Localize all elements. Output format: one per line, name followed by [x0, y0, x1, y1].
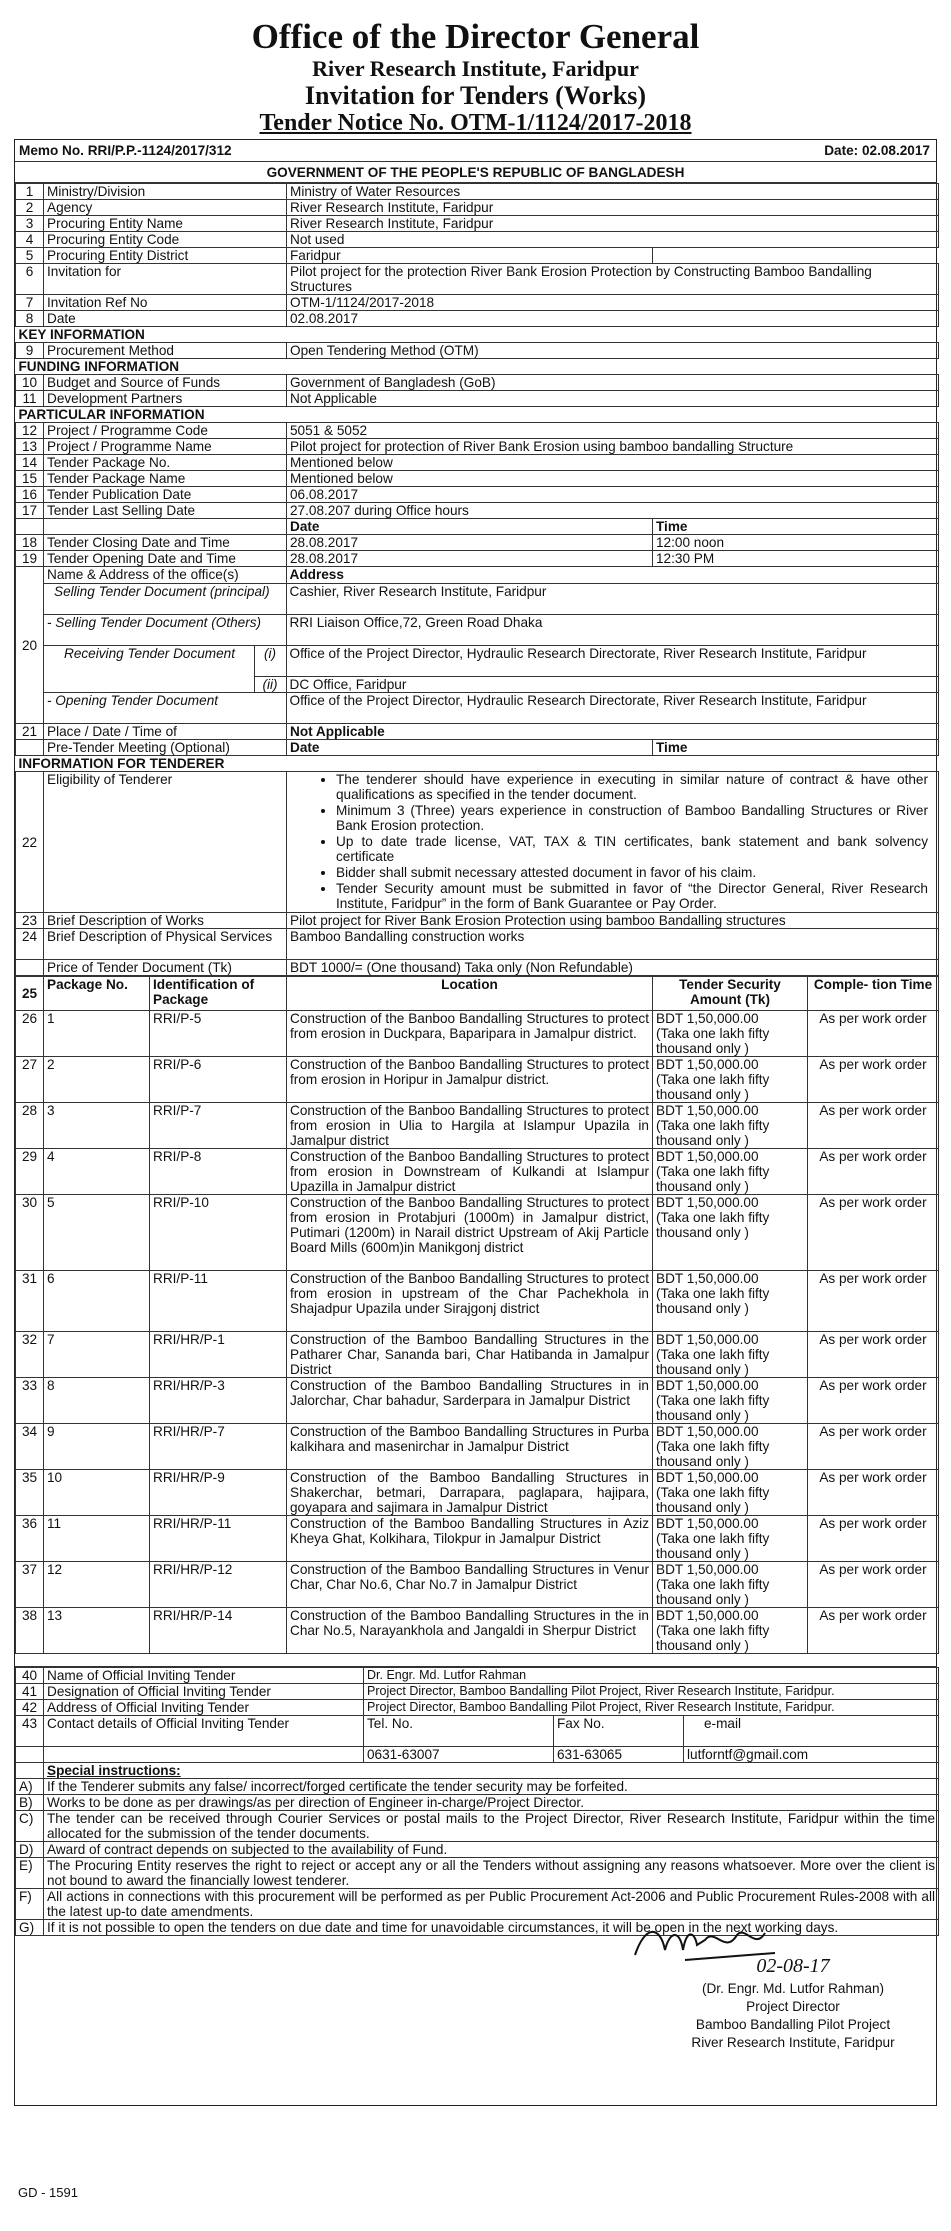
contact-values: [16, 1747, 939, 1763]
row-no: 14: [16, 455, 44, 471]
row-no: 9: [16, 343, 44, 359]
row-label: Project / Programme Name: [44, 439, 287, 455]
info-row: [16, 487, 939, 503]
package-location: Construction of the Banboo Bandalling Structures to protect from erosion in Ulia to Hargila at Islampur Upazila in Jamalpur district: [287, 1103, 653, 1149]
info-row: [16, 311, 939, 327]
row-value: Mentioned below: [287, 471, 939, 487]
row-value: Not Applicable: [287, 724, 939, 740]
official-table: [15, 1667, 939, 1936]
info-row: [16, 740, 939, 756]
row-no: 23: [16, 913, 44, 929]
info-row: [16, 471, 939, 487]
completion-time: As per work order: [808, 1057, 939, 1103]
package-id: RRI/P-10: [150, 1195, 287, 1271]
row-no: 27: [16, 1057, 44, 1103]
package-no: 7: [44, 1332, 150, 1378]
row-label: Eligibility of Tenderer: [44, 772, 287, 913]
package-id: RRI/HR/P-3: [150, 1378, 287, 1424]
special-instruction: E) The Procuring Entity reserves the right to reject or accept any or all the Tenders without assigning any reasons whatsoever. More over the client is not bound to award the financially lowest tenderer.: [16, 1858, 939, 1889]
row-no: 18: [16, 535, 44, 551]
row-no: 28: [16, 1103, 44, 1149]
package-row: [16, 1332, 939, 1378]
row-value: BDT 1000/= (One thousand) Taka only (Non Refundable): [287, 960, 939, 976]
receiving-ii-value: DC Office, Faridpur: [286, 676, 938, 692]
row-no: 35: [16, 1470, 44, 1516]
row-label: Ministry/Division: [44, 184, 287, 200]
package-id: RRI/P-5: [150, 1011, 287, 1057]
special-title-row: Special instructions:: [16, 1763, 939, 1779]
package-no: 3: [44, 1103, 150, 1149]
package-location: Construction of the Banboo Bandalling Structures to protect from erosion in upstream of the Char Pachekhola in Shajadpur Upazila under Sirajgonj district: [287, 1271, 653, 1332]
package-location: Construction of the Bamboo Bandalling Structures in in Jalorchar, Char bahadur, Sarderpara in Jamalpur District: [287, 1378, 653, 1424]
completion-time: As per work order: [808, 1103, 939, 1149]
row-no: 29: [16, 1149, 44, 1195]
row-no: 3: [16, 216, 44, 232]
tender-security: BDT 1,50,000.00 (Taka one lakh fifty thousand only ): [653, 1378, 808, 1424]
row-no: 36: [16, 1516, 44, 1562]
package-row: [16, 1271, 939, 1332]
row-value: 27.08.207 during Office hours: [287, 503, 939, 519]
fax-header: Fax No.: [554, 1716, 684, 1747]
package-location: Construction of the Banboo Bandalling Structures to protect from erosion in Horipur in Jamalpur district.: [287, 1057, 653, 1103]
completion-time: As per work order: [808, 1271, 939, 1332]
row-no: 22: [16, 772, 44, 913]
receiving-ii: (ii): [254, 676, 286, 692]
row-label: Place / Date / Time of: [44, 724, 287, 740]
row-label: Procuring Entity Name: [44, 216, 287, 232]
tender-security: BDT 1,50,000.00 (Taka one lakh fifty thousand only ): [653, 1608, 808, 1654]
row-label: Procuring Entity Code: [44, 232, 287, 248]
package-id: RRI/HR/P-7: [150, 1424, 287, 1470]
receiving-i: (i): [254, 645, 286, 676]
info-row: [16, 375, 939, 391]
signatory-name: (Dr. Engr. Md. Lutfor Rahman): [701, 1981, 885, 1996]
package-no: 6: [44, 1271, 150, 1332]
signatory-project: Bamboo Bandalling Pilot Project: [695, 2017, 891, 2032]
receiving-i-value: Office of the Project Director, Hydraulic Research Directorate, River Research Institute, Faridpur: [286, 645, 938, 676]
package-row: [16, 1057, 939, 1103]
info-row: [16, 724, 939, 740]
row-no: 1: [16, 184, 44, 200]
opening-value: Office of the Project Director, Hydraulic Research Directorate, River Research Institute, Faridpur: [286, 692, 938, 723]
row-label: Brief Description of Works: [44, 913, 287, 929]
row-value: 02.08.2017: [287, 311, 939, 327]
completion-time: As per work order: [808, 1608, 939, 1654]
date-time-header: [16, 519, 939, 535]
row-value: Pilot project for River Bank Erosion Protection using bamboo Bandalling structures: [287, 913, 939, 929]
package-no: 1: [44, 1011, 150, 1057]
package-id: RRI/HR/P-12: [150, 1562, 287, 1608]
meeting-time-header: Time: [653, 740, 939, 756]
tender-security: BDT 1,50,000.00 (Taka one lakh fifty thousand only ): [653, 1424, 808, 1470]
row-label: Date: [44, 311, 287, 327]
address-header: Address: [286, 567, 938, 583]
info-row: [16, 535, 939, 551]
row-no: 30: [16, 1195, 44, 1271]
section-particular: PARTICULAR INFORMATION: [16, 407, 939, 423]
info-row: [16, 200, 939, 216]
selling-others-value: RRI Liaison Office,72, Green Road Dhaka: [286, 614, 938, 645]
row-label: Procurement Method: [44, 343, 287, 359]
row-value: Not Applicable: [287, 391, 939, 407]
package-id: RRI/P-8: [150, 1149, 287, 1195]
row-label: Tender Last Selling Date: [44, 503, 287, 519]
package-location: Construction of the Bamboo Bandalling Structures in Purba kalkihara and masenirchar in Jamalpur District: [287, 1424, 653, 1470]
special-instruction: A) If the Tenderer submits any false/ incorrect/forged certificate the tender security may be forfeited.: [16, 1779, 939, 1795]
row-value: Government of Bangladesh (GoB): [287, 375, 939, 391]
package-location: Construction of the Banboo Bandalling Structures to protect from erosion in Protabjuri (1000m) in Jamalpur district, Putimari (1200m) in Narail district Upstream of Akij Particle Board Mills (600m)in Manikgonj district: [287, 1195, 653, 1271]
eligibility-item: • Tender Security amount must be submitted in favor of “the Director General, River Research Institute, Faridpur” in the form of Bank Guarantee or Pay Order.: [336, 881, 928, 911]
special-instruction: G) If it is not possible to open the tenders on due date and time for unavoidable circumstances, it will be open in the next working days.: [16, 1920, 939, 1936]
package-id: RRI/HR/P-11: [150, 1516, 287, 1562]
date-header: Date: [287, 519, 653, 535]
official-row: 42 Address of Official Inviting Tender Project Director, Bamboo Bandalling Pilot Project, River Research Institute, Faridpur.: [16, 1700, 939, 1716]
row-no: 32: [16, 1332, 44, 1378]
signatory-org: River Research Institute, Faridpur: [691, 2035, 895, 2050]
row-no: 34: [16, 1424, 44, 1470]
info-row: [16, 439, 939, 455]
special-instruction: C) The tender can be received through Courier Services or postal mails to the Project Director, River Research Institute, Faridpur within the time allocated for the submission of the tender documents.: [16, 1811, 939, 1842]
info-row: [16, 232, 939, 248]
completion-time: As per work order: [808, 1562, 939, 1608]
selling-others-label: - Selling Tender Document (Others): [44, 614, 286, 645]
row-label: Development Partners: [44, 391, 287, 407]
info-row: [16, 455, 939, 471]
tender-security: BDT 1,50,000.00 (Taka one lakh fifty thousand only ): [653, 1103, 808, 1149]
row-time: 12:00 noon: [653, 535, 939, 551]
completion-time: As per work order: [808, 1516, 939, 1562]
package-header: 25 Package No. Identification of Package Location Tender Security Amount (Tk) Comple- tion Time: [16, 977, 939, 1011]
row-label: Brief Description of Physical Services: [44, 929, 287, 960]
row-label: Tender Package No.: [44, 455, 287, 471]
tel-value: 0631-63007: [364, 1747, 554, 1763]
row-no: 17: [16, 503, 44, 519]
info-row: [16, 216, 939, 232]
row-value: River Research Institute, Faridpur: [287, 216, 939, 232]
package-no: 8: [44, 1378, 150, 1424]
header: [0, 18, 951, 137]
opening-label: - Opening Tender Document: [44, 692, 286, 723]
section-key-info: KEY INFORMATION: [16, 327, 939, 343]
section-tenderer-info: INFORMATION FOR TENDERER: [16, 756, 939, 772]
special-instruction: D) Award of contract depends on subjected to the availability of Fund.: [16, 1842, 939, 1858]
package-row: [16, 1011, 939, 1057]
tender-security: BDT 1,50,000.00 (Taka one lakh fifty thousand only ): [653, 1470, 808, 1516]
row-label: Pre-Tender Meeting (Optional): [44, 740, 287, 756]
completion-time: As per work order: [808, 1470, 939, 1516]
package-row: [16, 1195, 939, 1271]
package-location: Construction of the Banboo Bandalling Structures to protect from erosion in Downstream of Kulkandi at Islampur Upazilla in Jamalpur district: [287, 1149, 653, 1195]
row-date: 28.08.2017: [287, 551, 653, 567]
info-table: [15, 183, 939, 976]
row-value: Bamboo Bandalling construction works: [287, 929, 939, 960]
tender-security: BDT 1,50,000.00 (Taka one lakh fifty thousand only ): [653, 1562, 808, 1608]
official-row: 41 Designation of Official Inviting Tender Project Director, Bamboo Bandalling Pilot Project, River Research Institute, Faridpur.: [16, 1684, 939, 1700]
info-row: [16, 391, 939, 407]
gov-title: GOVERNMENT OF THE PEOPLE'S REPUBLIC OF BANGLADESH: [15, 162, 936, 183]
email-header: e-mail: [684, 1716, 939, 1747]
tender-security: BDT 1,50,000.00 (Taka one lakh fifty thousand only ): [653, 1332, 808, 1378]
row-date: 28.08.2017: [287, 535, 653, 551]
row-no: 24: [16, 929, 44, 960]
row-no: 37: [16, 1562, 44, 1608]
package-row: [16, 1516, 939, 1562]
row-no: 13: [16, 439, 44, 455]
tender-security: BDT 1,50,000.00 (Taka one lakh fifty thousand only ): [653, 1011, 808, 1057]
row-no: 8: [16, 311, 44, 327]
package-no: 10: [44, 1470, 150, 1516]
eligibility-item: • Up to date trade license, VAT, TAX & TIN certificates, bank statement and bank solvency certificate: [336, 834, 928, 864]
selling-principal-value: Cashier, River Research Institute, Faridpur: [286, 583, 938, 614]
package-row: [16, 1562, 939, 1608]
section-funding: FUNDING INFORMATION: [16, 359, 939, 375]
row-value: OTM-1/1124/2017-2018: [287, 295, 939, 311]
tender-security: BDT 1,50,000.00 (Taka one lakh fifty thousand only ): [653, 1271, 808, 1332]
row-no: 11: [16, 391, 44, 407]
tender-security: BDT 1,50,000.00 (Taka one lakh fifty thousand only ): [653, 1516, 808, 1562]
spacer: [15, 1654, 936, 1667]
package-location: Construction of the Bamboo Bandalling Structures in the Patharer Char, Sananda bari, Char Hatibanda in Jamalpur District: [287, 1332, 653, 1378]
time-header: Time: [653, 519, 939, 535]
tel-header: Tel. No.: [364, 1716, 554, 1747]
tender-document: [14, 139, 937, 2106]
contact-row: 43 Contact details of Official Inviting Tender Tel. No. Fax No. e-mail: [16, 1716, 939, 1747]
package-table: [15, 976, 939, 1654]
info-row: [16, 295, 939, 311]
row-value: Pilot project for the protection River Bank Erosion Protection by Constructing Bamboo Bandalling Structures: [287, 264, 939, 295]
package-id: RRI/P-7: [150, 1103, 287, 1149]
row-value: Ministry of Water Resources: [287, 184, 939, 200]
row-no: 31: [16, 1271, 44, 1332]
row-label: Tender Publication Date: [44, 487, 287, 503]
package-location: Construction of the Bamboo Bandalling Structures in Venur Char, Char No.6, Char No.7 in Jamalpur District: [287, 1562, 653, 1608]
row-label: Procuring Entity District: [44, 248, 287, 264]
row-no: 26: [16, 1011, 44, 1057]
row-value: River Research Institute, Faridpur: [287, 200, 939, 216]
memo-date: Date: 02.08.2017: [824, 143, 930, 158]
package-row: [16, 1470, 939, 1516]
row-no: 4: [16, 232, 44, 248]
info-row: [16, 423, 939, 439]
row-value: Faridpur: [287, 248, 653, 264]
signatory-title: Project Director: [746, 1999, 840, 2014]
eligibility-item: • Bidder shall submit necessary attested document in favor of his claim.: [336, 865, 928, 880]
row-value: Not used: [287, 232, 939, 248]
info-row: [16, 184, 939, 200]
package-no: 9: [44, 1424, 150, 1470]
completion-time: As per work order: [808, 1011, 939, 1057]
package-row: [16, 1103, 939, 1149]
row-no: 2: [16, 200, 44, 216]
info-row: [16, 343, 939, 359]
email-value: lutforntf@gmail.com: [684, 1747, 939, 1763]
meeting-date-header: Date: [287, 740, 653, 756]
special-instruction: B) Works to be done as per drawings/as per direction of Engineer in-charge/Project Director.: [16, 1795, 939, 1811]
package-id: RRI/P-11: [150, 1271, 287, 1332]
row-no: 6: [16, 264, 44, 295]
row-label: Invitation Ref No: [44, 295, 287, 311]
row-value: Mentioned below: [287, 455, 939, 471]
memo-no: Memo No. RRI/P.P.-1124/2017/312: [19, 143, 232, 158]
package-no: 12: [44, 1562, 150, 1608]
package-no: 4: [44, 1149, 150, 1195]
special-instruction: F) All actions in connections with this procurement will be performed as per Public Procurement Act-2006 and Public Procurement Rules-2008 with all the latest up-to date amendments.: [16, 1889, 939, 1920]
info-row: [16, 913, 939, 929]
completion-time: As per work order: [808, 1332, 939, 1378]
package-location: Construction of the Banboo Bandalling Structures to protect from erosion in Duckpara, Baparipara in Jamalpur district.: [287, 1011, 653, 1057]
fax-value: 631-63065: [554, 1747, 684, 1763]
row-label: Budget and Source of Funds: [44, 375, 287, 391]
row-label: Project / Programme Code: [44, 423, 287, 439]
institute-name: River Research Institute, Faridpur: [312, 56, 639, 81]
official-row: 40 Name of Official Inviting Tender Dr. Engr. Md. Lutfor Rahman: [16, 1668, 939, 1684]
completion-time: As per work order: [808, 1149, 939, 1195]
package-id: RRI/HR/P-9: [150, 1470, 287, 1516]
signature-date: 02-08-17: [756, 1955, 830, 1977]
row-no: 19: [16, 551, 44, 567]
package-location: Construction of the Bamboo Bandalling Structures in Shakerchar, betmari, Darrapara, paglapara, hajipara, goyapara and sajimara in Jamalpur District: [287, 1470, 653, 1516]
package-location: Construction of the Bamboo Bandalling Structures in Aziz Kheya Ghat, Kolkihara, Tilokpur in Jamalpur District: [287, 1516, 653, 1562]
completion-time: As per work order: [808, 1378, 939, 1424]
tender-security: BDT 1,50,000.00 (Taka one lakh fifty thousand only ): [653, 1195, 808, 1271]
package-row: [16, 1378, 939, 1424]
package-row: [16, 1608, 939, 1654]
row-value: Pilot project for protection of River Bank Erosion using bamboo bandalling Structure: [287, 439, 939, 455]
row-time: 12:30 PM: [653, 551, 939, 567]
package-id: RRI/HR/P-14: [150, 1608, 287, 1654]
office-address-row: [16, 567, 939, 724]
address-label: Name & Address of the office(s): [44, 567, 286, 583]
eligibility-row: [16, 772, 939, 913]
memo-bar: [15, 140, 936, 162]
info-row: [16, 503, 939, 519]
info-row: [16, 929, 939, 960]
package-location: Construction of the Bamboo Bandalling Structures in the in Char No.5, Narayankhola and Jangaldi in Sherpur District: [287, 1608, 653, 1654]
package-id: RRI/P-6: [150, 1057, 287, 1103]
package-row: [16, 1424, 939, 1470]
package-no: 11: [44, 1516, 150, 1562]
row-no: 33: [16, 1378, 44, 1424]
row-label: Invitation for: [44, 264, 287, 295]
row-no: 38: [16, 1608, 44, 1654]
signature-block: [15, 1915, 938, 2105]
row-no: 21: [16, 724, 44, 740]
row-value: 06.08.2017: [287, 487, 939, 503]
row-no: 20: [16, 567, 44, 724]
office-title: Office of the Director General: [251, 17, 700, 56]
row-label: Agency: [44, 200, 287, 216]
row-label: Tender Opening Date and Time: [44, 551, 287, 567]
row-no: 16: [16, 487, 44, 503]
completion-time: As per work order: [808, 1424, 939, 1470]
package-row: [16, 1149, 939, 1195]
info-row: [16, 960, 939, 976]
tender-security: BDT 1,50,000.00 (Taka one lakh fifty thousand only ): [653, 1149, 808, 1195]
receiving-label: Receiving Tender Document: [44, 645, 254, 692]
info-row: [16, 248, 939, 264]
row-value: 5051 & 5052: [287, 423, 939, 439]
package-no: 13: [44, 1608, 150, 1654]
invitation-title: Invitation for Tenders (Works): [304, 81, 647, 110]
row-no: 15: [16, 471, 44, 487]
tender-security: BDT 1,50,000.00 (Taka one lakh fifty thousand only ): [653, 1057, 808, 1103]
row-label: Tender Package Name: [44, 471, 287, 487]
row-no: 10: [16, 375, 44, 391]
row-label: Tender Closing Date and Time: [44, 535, 287, 551]
row-no: 5: [16, 248, 44, 264]
info-row: [16, 264, 939, 295]
tender-notice-no: Tender Notice No. OTM-1/1124/2017-2018: [259, 110, 692, 136]
footer-code: GD - 1591: [18, 2185, 78, 2200]
eligibility-item: • Minimum 3 (Three) years experience in construction of Bamboo Bandalling Structures or River Bank Erosion protection.: [336, 803, 928, 833]
completion-time: As per work order: [808, 1195, 939, 1271]
package-no: 5: [44, 1195, 150, 1271]
eligibility-item: • The tenderer should have experience in executing in similar nature of contract & have other qualifications as specified in the tender document.: [336, 772, 928, 802]
row-label: Price of Tender Document (Tk): [44, 960, 287, 976]
package-id: RRI/HR/P-1: [150, 1332, 287, 1378]
info-row: [16, 551, 939, 567]
row-no: 12: [16, 423, 44, 439]
row-no: 7: [16, 295, 44, 311]
row-value: Open Tendering Method (OTM): [287, 343, 939, 359]
package-no: 2: [44, 1057, 150, 1103]
selling-principal-label: Selling Tender Document (principal): [44, 583, 286, 614]
